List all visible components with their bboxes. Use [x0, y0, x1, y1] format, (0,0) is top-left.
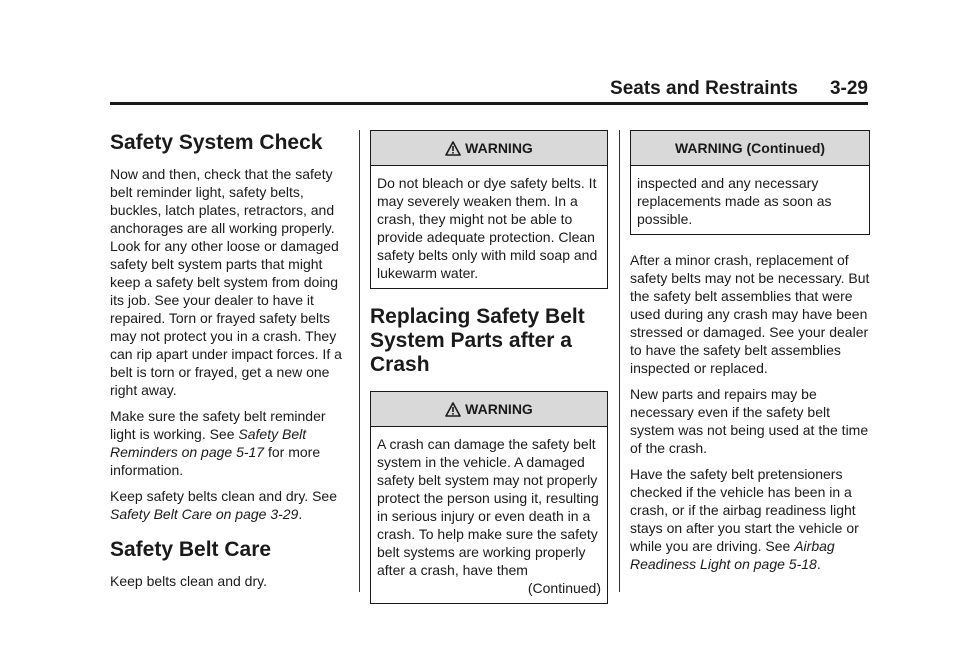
- paragraph: [110, 407, 348, 479]
- paragraph: [110, 487, 348, 523]
- warning-header: [371, 392, 607, 427]
- heading-safety-system-check: Safety System Check: [110, 131, 323, 154]
- warning-triangle-icon: [445, 402, 461, 417]
- paragraph: After a minor crash, replacement of safety belts may not be necessary. But the safety belt assemblies that were used during any crash may have been stressed or damaged. See your dealer to have the safety belt assemblies inspected or replaced.: [630, 252, 870, 376]
- text: Have the safety belt pretensioners checked if the vehicle has been in a crash, or if the airbag readiness light stays on after you start the vehicle or while you are driving. See: [630, 466, 859, 554]
- column-2: [370, 124, 608, 620]
- warning-box: [370, 391, 608, 604]
- text: .: [298, 506, 303, 522]
- paragraph: New parts and repairs may be necessary even if the safety belt system was not being used at the time of the crash.: [630, 386, 869, 456]
- column-divider: [359, 130, 360, 592]
- warning-text: A crash can damage the safety belt system in the vehicle. A damaged safety belt system may not properly protect the person using it, resulting in serious injury or even death in a crash. To help make sure the safety belt systems are working properly after a crash, have them: [377, 436, 599, 578]
- section-title: Seats and Restraints: [610, 78, 798, 99]
- text: .: [816, 556, 821, 572]
- warning-title: WARNING: [465, 140, 533, 156]
- page-header: [110, 78, 868, 102]
- cross-reference-link[interactable]: Safety Belt Care on page 3-29: [110, 506, 299, 522]
- text: Make sure the safety belt reminder light is working. See: [110, 408, 326, 442]
- warning-box-continued: [630, 130, 870, 235]
- column-divider: [619, 130, 620, 592]
- warning-triangle-icon: [445, 141, 461, 156]
- paragraph: Keep belts clean and dry.: [110, 573, 267, 589]
- column-3: [630, 124, 870, 581]
- heading-replacing-parts: Replacing Safety Belt System Parts after a Crash: [370, 305, 585, 376]
- warning-body: Do not bleach or dye safety belts. It may severely weaken them. In a crash, they might not be able to provide adequate protection. Clean safety belts only with mild soap and lukewarm water.: [377, 175, 598, 281]
- cross-reference-link[interactable]: Safety Belt Reminders on page 5-17: [110, 426, 307, 460]
- warning-header: WARNING (Continued): [631, 131, 869, 166]
- text: for more information.: [110, 444, 321, 478]
- continued-label: (Continued): [527, 580, 601, 596]
- cross-reference-link[interactable]: Airbag Readiness Light on page 5-18: [630, 538, 835, 572]
- paragraph: [630, 465, 870, 573]
- warning-header: [371, 131, 607, 166]
- text: Keep safety belts clean and dry. See: [110, 488, 337, 504]
- paragraph: Now and then, check that the safety belt reminder light, safety belts, buckles, latch plates, retractors, and anchorages are all working properly. Look for any other loose or damaged safety belt system parts that might keep a safety belt system from doing its job. See your dealer to have it repaired. Torn or frayed safety belts may not protect you in a crash. They can rip apart under impact forces. If a belt is torn or frayed, get a new one right away.: [110, 166, 342, 398]
- warning-body: [371, 427, 607, 603]
- heading-safety-belt-care: Safety Belt Care: [110, 538, 272, 561]
- warning-title: WARNING: [465, 401, 533, 417]
- warning-box: [370, 130, 608, 289]
- page-number: 3-29: [829, 78, 868, 99]
- column-1: [110, 124, 348, 598]
- warning-body: inspected and any necessary replacements made as soon as possible.: [637, 175, 832, 227]
- header-rule: [110, 102, 868, 105]
